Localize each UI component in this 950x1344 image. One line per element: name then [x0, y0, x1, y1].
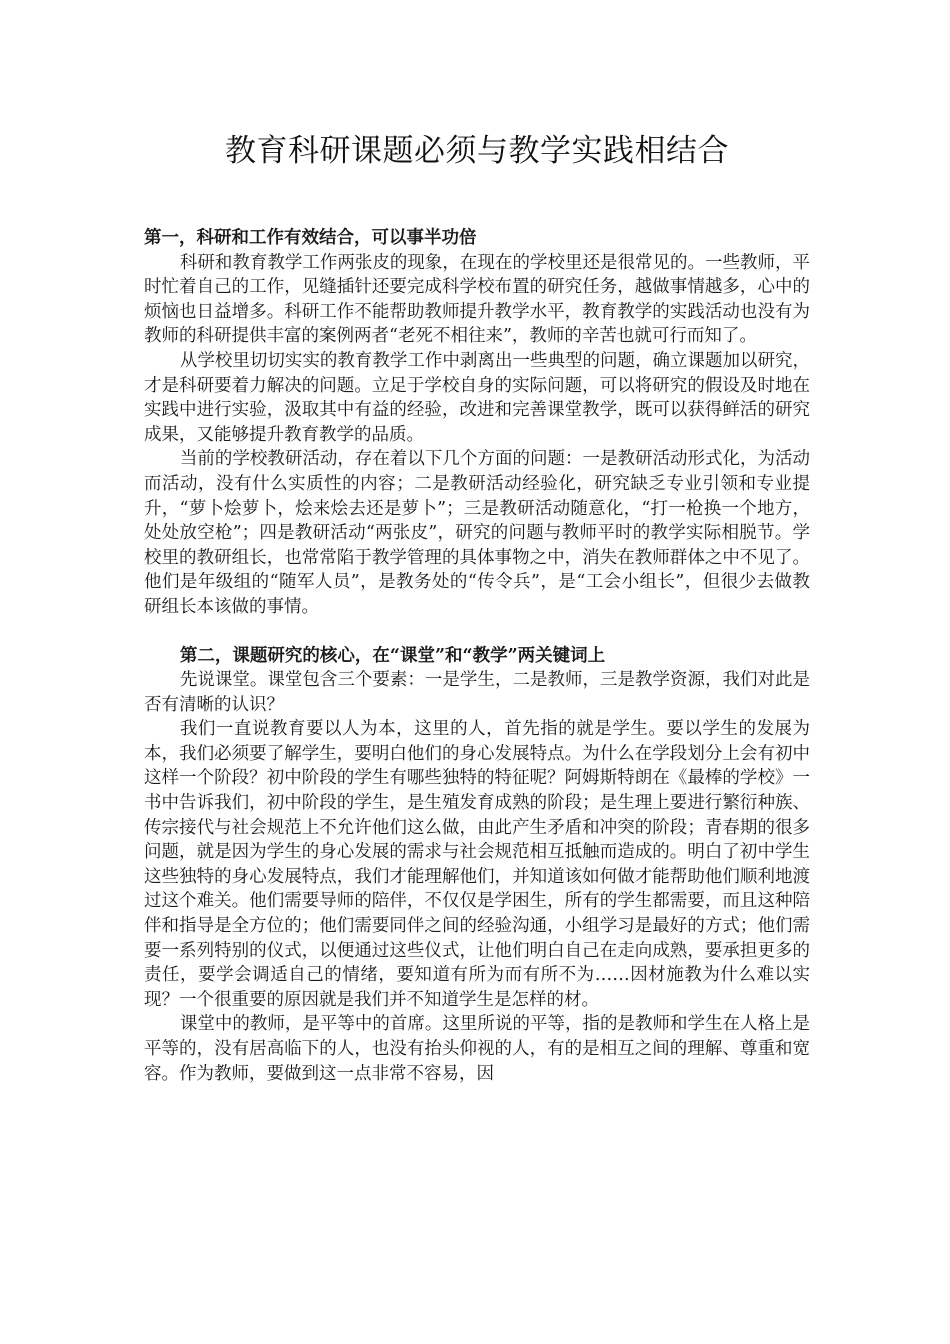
- document-title: 教育科研课题必须与教学实践相结合: [225, 133, 729, 169]
- section-heading: 第二，课题研究的核心，在“课堂”和“教学”两关键词上: [179, 645, 606, 666]
- paragraph: 科研和教育教学工作两张皮的现象，在现在的学校里还是很常见的。一些教师，平时忙着自己的工作，见缝插针还要完成科学校布置的研究任务，越做事情越多，心中的烦恼也日益增多。科研工作不能帮助教师提升教学水平，教育教学的实践活动也没有为教师的科研提供丰富的案例两者“老死不相往来”，教师的辛苦也就可行而知了。: [144, 252, 810, 347]
- paragraph: 当前的学校教研活动，存在着以下几个方面的问题：一是教研活动形式化，为活动而活动，没有什么实质性的内容；二是教研活动经验化，研究缺乏专业引领和专业提升，“萝卜烩萝卜，烩来烩去还是萝卜”；三是教研活动随意化，“打一枪换一个地方，处处放空枪”；四是教研活动“两张皮”，研究的问题与教师平时的教学实际相脱节。学校里的教研组长，也常常陷于教学管理的具体事物之中，消失在教师群体之中不见了。他们是年级组的“随军人员”，是教务处的“传令兵”，是“工会小组长”，但很少去做教研组长本该做的事情。: [144, 449, 810, 617]
- section-heading: 第一，科研和工作有效结合，可以事半功倍: [144, 228, 477, 248]
- document-page: [144, 130, 810, 1086]
- paragraph: 我们一直说教育要以人为本，这里的人，首先指的就是学生。要以学生的发展为本，我们必须要了解学生，要明白他们的身心发展特点。为什么在学段划分上会有初中这样一个阶段？初中阶段的学生有哪些独特的特征呢？阿姆斯特朗在《最棒的学校》一书中告诉我们，初中阶段的学生，是生殖发育成熟的阶段；是生理上要进行繁衍种族、传宗接代与社会规范上不允许他们这么做，由此产生矛盾和冲突的阶段；青春期的很多问题，就是因为学生的身心发展的需求与社会规范相互抵触而造成的。明白了初中学生这些独特的身心发展特点，我们才能理解他们，并知道该如何做才能帮助他们顺利地渡过这个难关。他们需要导师的陪伴，不仅仅是学困生，所有的学生都需要，而且这种陪伴和指导是全方位的；他们需要同伴之间的经验沟通，小组学习是最好的方式；他们需要一系列特别的仪式，以便通过这些仪式，让他们明白自己在走向成熟，要承担更多的责任，要学会调适自己的情绪，要知道有所为而有所不为……因材施教为什么难以实现？一个很重要的原因就是我们并不知道学生是怎样的材。: [144, 719, 810, 1010]
- paragraph: 从学校里切切实实的教育教学工作中剥离出一些典型的问题，确立课题加以研究，才是科研要着力解决的问题。立足于学校自身的实际问题，可以将研究的假设及时地在实践中进行实验，汲取其中有益的经验，改进和完善课堂教学，既可以获得鲜活的研究成果，又能够提升教育教学的品质。: [144, 350, 810, 445]
- section-2: [144, 644, 810, 1087]
- paragraph: 先说课堂。课堂包含三个要素：一是学生，二是教师，三是教学资源，我们对此是否有清晰的认识？: [144, 670, 810, 715]
- paragraph: 课堂中的教师，是平等中的首席。这里所说的平等，指的是教师和学生在人格上是平等的，没有居高临下的人，也没有抬头仰视的人，有的是相互之间的理解、尊重和宽容。作为教师，要做到这一点非常不容易，因: [144, 1014, 810, 1084]
- section-1: [144, 226, 810, 620]
